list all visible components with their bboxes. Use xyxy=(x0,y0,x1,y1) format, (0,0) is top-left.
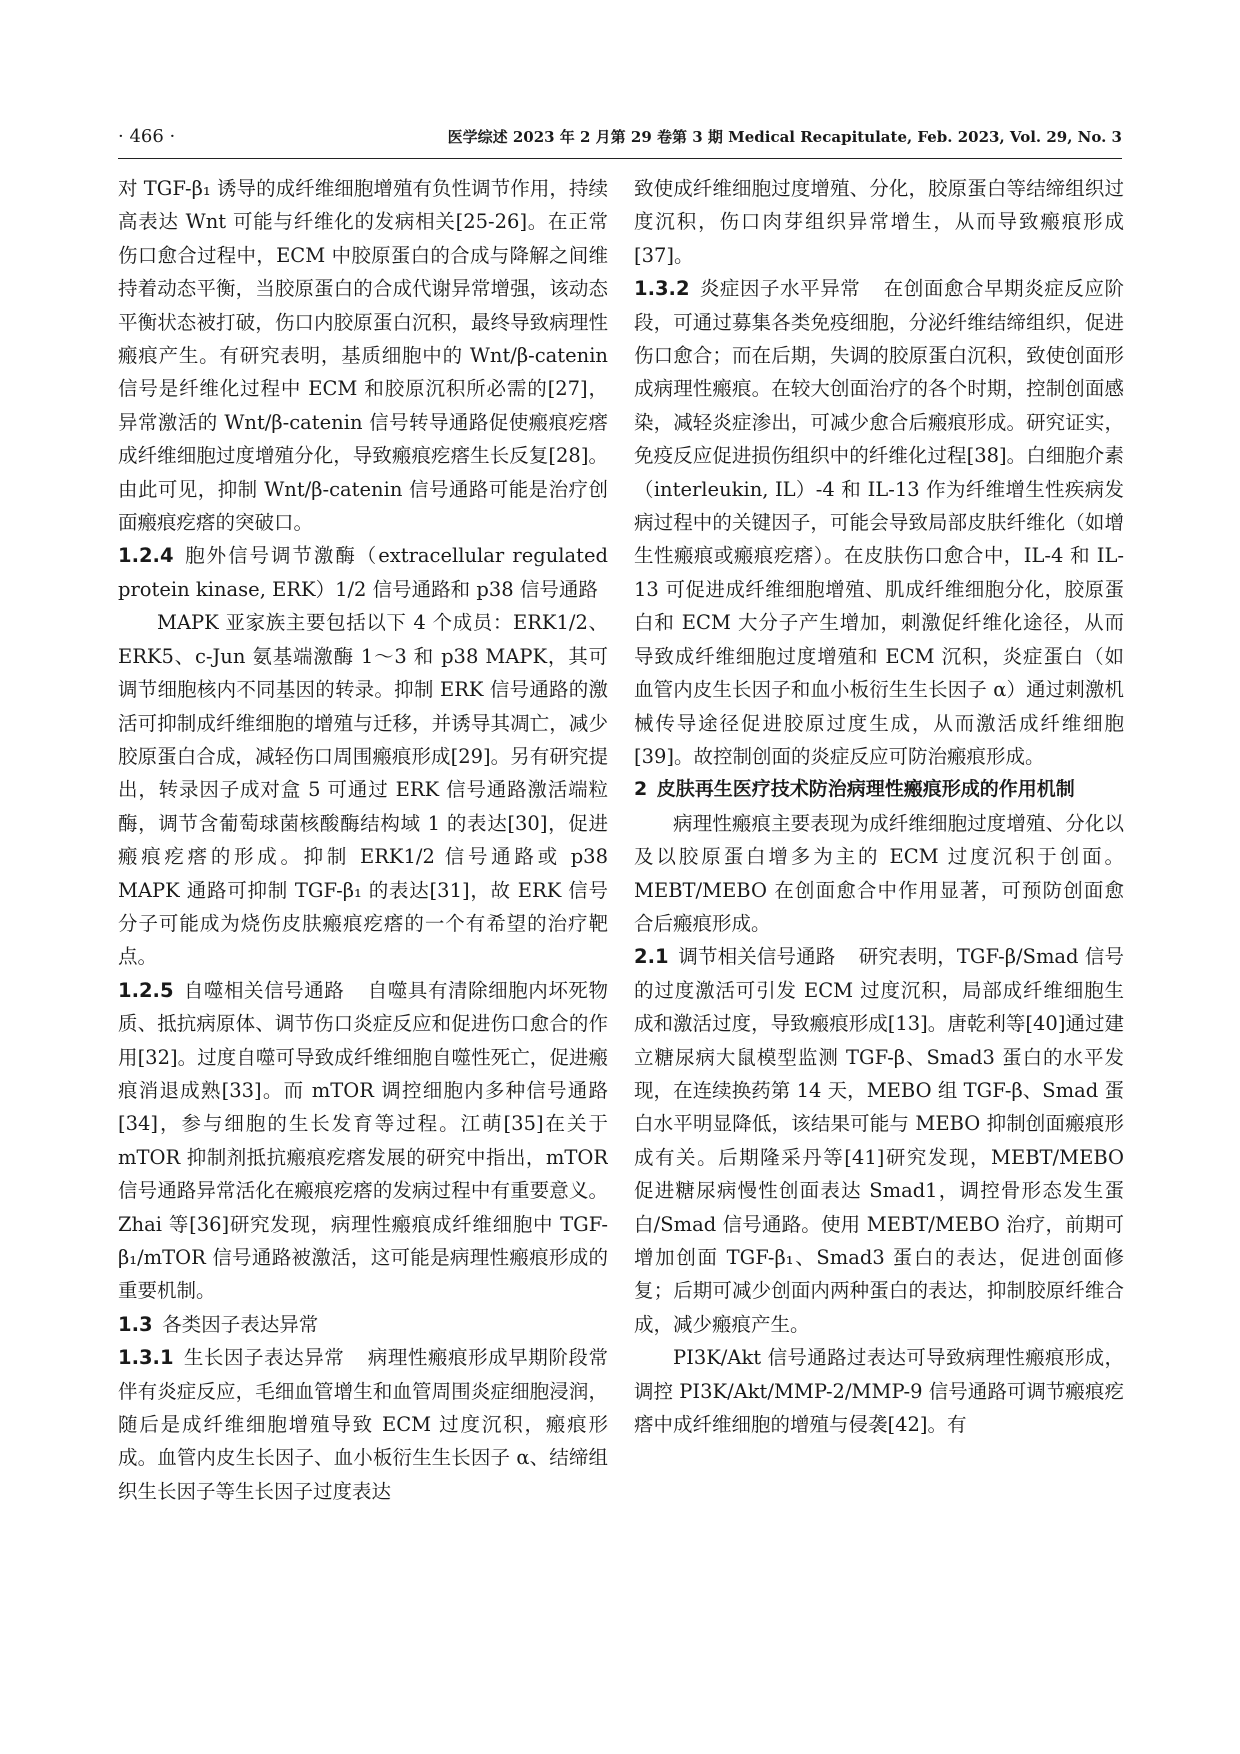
section-heading-2 xyxy=(634,773,1124,806)
section-text: 病理性瘢痕形成早期阶段常伴有炎症反应，毛细血管增生和血管周围炎症细胞浸润，随后是成纤维细胞增殖导致 ECM 过度沉积，瘢痕形成。血管内皮生长因子、血小板衍生生长因子 α、结缔组织生长因子等生长因子过度表达 xyxy=(118,1346,608,1503)
section-number: 1.3.1 xyxy=(118,1346,174,1370)
section-heading-1-2-4 xyxy=(118,539,608,606)
section-text: 在创面愈合早期炎症反应阶段，可通过募集各类免疫细胞，分泌纤维结缔组织，促进伤口愈合；而在后期，失调的胶原蛋白沉积，致使创面形成病理性瘢痕。在较大创面治疗的各个时期，控制创面感染，减轻炎症渗出，可减少愈合后瘢痕形成。研究证实，免疫反应促进损伤组织中的纤维化过程[38]。白细胞介素（interleukin, IL）-4 和 IL-13 作为纤维增生性疾病发病过程中的关键因子，可能会导致局部皮肤纤维化（如增生性瘢痕或瘢痕疙瘩）。在皮肤伤口愈合中，IL-4 和 IL-13 可促进成纤维细胞增殖、肌成纤维细胞分化，胶原蛋白和 ECM 大分子产生增加，刺激促纤维化途径，从而导致成纤维细胞过度增殖和 ECM 沉积，炎症蛋白（如血管内皮生长因子和血小板衍生生长因子 α）通过刺激机械传导途径促进胶原过度生成，从而激活成纤维细胞[39]。故控制创面的炎症反应可防治瘢痕形成。 xyxy=(634,277,1124,768)
running-header xyxy=(118,122,1122,156)
section-2-1 xyxy=(634,940,1124,1341)
section-title: 胞外信号调节激酶（extracellular regulated protein kinase, ERK）1/2 信号通路和 p38 信号通路 xyxy=(118,544,608,601)
paragraph: 致使成纤维细胞过度增殖、分化，胶原蛋白等结缔组织过度沉积，伤口肉芽组织异常增生，从而导致瘢痕形成[37]。 xyxy=(634,177,1124,267)
paragraph: 病理性瘢痕主要表现为成纤维细胞过度增殖、分化以及以胶原蛋白增多为主的 ECM 过度沉积于创面。MEBT/MEBO 在创面愈合中作用显著，可预防创面愈合后瘢痕形成。 xyxy=(634,811,1124,935)
paragraph: MAPK 亚家族主要包括以下 4 个成员：ERK1/2、ERK5、c-Jun 氨基端激酶 1～3 和 p38 MAPK，其可调节细胞核内不同基因的转录。抑制 ERK 信号通路的激活可抑制成纤维细胞的增殖与迁移，并诱导其凋亡，减少胶原蛋白合成，减轻伤口周围瘢痕形成[29]。另有研究提出，转录因子成对盒 5 可通过 ERK 信号通路激活端粒酶，调节含葡萄球菌核酸酶结构域 1 的表达[30]，促进瘢痕疙瘩的形成。抑制 ERK1/2 信号通路或 p38 MAPK 通路可抑制 TGF-β₁ 的表达[31]，故 ERK 信号分子可能成为烧伤皮肤瘢痕疙瘩的一个有希望的治疗靶点。 xyxy=(118,611,608,969)
section-title: 自噬相关信号通路 xyxy=(183,978,345,1002)
section-1-3-2 xyxy=(634,272,1124,773)
section-number: 1.3.2 xyxy=(634,277,690,301)
section-title: 皮肤再生医疗技术防治病理性瘢痕形成的作用机制 xyxy=(656,778,1075,801)
section-number: 1.2.5 xyxy=(118,978,174,1002)
section-title: 炎症因子水平异常 xyxy=(699,277,861,301)
section-number: 1.2.4 xyxy=(118,544,174,568)
section-1-2-5 xyxy=(118,974,608,1308)
page-number: · 466 · xyxy=(118,126,176,147)
section-1-3-1 xyxy=(118,1341,608,1508)
section-title: 生长因子表达异常 xyxy=(183,1346,345,1370)
left-column xyxy=(118,172,608,1692)
right-column xyxy=(634,172,1124,1692)
section-number: 2 xyxy=(634,778,648,801)
journal-citation: 医学综述 2023 年 2 月第 29 卷第 3 期 Medical Recapitulate, Feb. 2023, Vol. 29, No. 3 xyxy=(447,128,1122,146)
paragraph: PI3K/Akt 信号通路过表达可导致病理性瘢痕形成，调控 PI3K/Akt/MMP-2/MMP-9 信号通路可调节瘢痕疙瘩中成纤维细胞的增殖与侵袭[42]。有 xyxy=(634,1346,1124,1437)
section-heading-1-3 xyxy=(118,1308,608,1341)
header-rule xyxy=(118,158,1122,159)
section-number: 2.1 xyxy=(634,945,669,969)
section-title: 各类因子表达异常 xyxy=(162,1312,319,1336)
section-title: 调节相关信号通路 xyxy=(678,945,836,969)
section-text: 自噬具有清除细胞内坏死物质、抵抗病原体、调节伤口炎症反应和促进伤口愈合的作用[32]。过度自噬可导致成纤维细胞自噬性死亡，促进瘢痕消退成熟[33]。而 mTOR 调控细胞内多种信号通路[34]，参与细胞的生长发育等过程。江萌[35]在关于 mTOR 抑制剂抵抗瘢痕疙瘩发展的研究中指出，mTOR 信号通路异常活化在瘢痕疙瘩的发病过程中有重要意义。Zhai 等[36]研究发现，病理性瘢痕成纤维细胞中 TGF-β₁/mTOR 信号通路被激活，这可能是病理性瘢痕形成的重要机制。 xyxy=(118,978,608,1303)
paragraph: 对 TGF-β₁ 诱导的成纤维细胞增殖有负性调节作用，持续高表达 Wnt 可能与纤维化的发病相关[25-26]。在正常伤口愈合过程中，ECM 中胶原蛋白的合成与降解之间维持着动态平衡，当胶原蛋白的合成代谢异常增强，该动态平衡状态被打破，伤口内胶原蛋白沉积，最终导致病理性瘢痕产生。有研究表明，基质细胞中的 Wnt/β-catenin 信号是纤维化过程中 ECM 和胶原沉积所必需的[27]，异常激活的 Wnt/β-catenin 信号转导通路促使瘢痕疙瘩成纤维细胞过度增殖分化，导致瘢痕疙瘩生长反复[28]。由此可见，抑制 Wnt/β-catenin 信号通路可能是治疗创面瘢痕疙瘩的突破口。 xyxy=(118,177,608,535)
section-number: 1.3 xyxy=(118,1312,153,1336)
section-text: 研究表明，TGF-β/Smad 信号的过度激活可引发 ECM 过度沉积，局部成纤维细胞生成和激活过度，导致瘢痕形成[13]。唐乾利等[40]通过建立糖尿病大鼠模型监测 TGF-β、Smad3 蛋白的水平发现，在连续换药第 14 天，MEBO 组 TGF-β、Smad 蛋白水平明显降低，该结果可能与 MEBO 抑制创面瘢痕形成有关。后期隆采丹等[41]研究发现，MEBT/MEBO 促进糖尿病慢性创面表达 Smad1，调控骨形态发生蛋白/Smad 信号通路。使用 MEBT/MEBO 治疗，前期可增加创面 TGF-β₁、Smad3 蛋白的表达，促进创面修复；后期可减少创面内两种蛋白的表达，抑制胶原纤维合成，减少瘢痕产生。 xyxy=(634,945,1124,1336)
